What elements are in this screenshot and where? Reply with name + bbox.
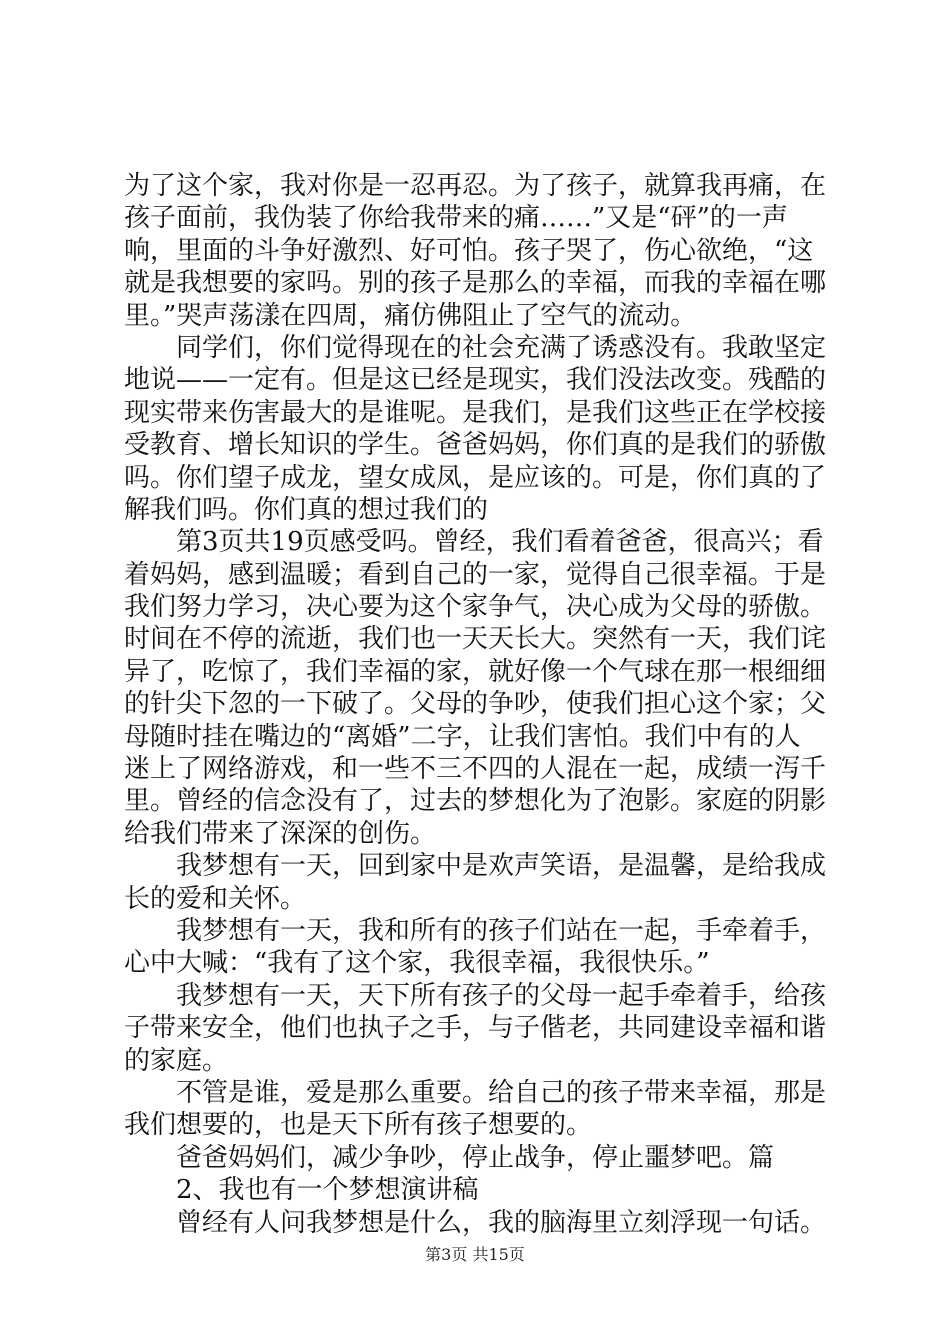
text-line: 爸爸妈妈们，减少争吵，停止战争，停止噩梦吧。篇: [176, 1142, 775, 1173]
text-line: 我梦想有一天，天下所有孩子的父母一起手牵着手，给孩: [176, 980, 827, 1011]
text-line: 的针尖下忽的一下破了。父母的争吵，使我们担心这个家；父: [124, 689, 827, 720]
text-line: 的家庭。: [124, 1045, 229, 1076]
text-line: 我们努力学习，决心要为这个家争气，决心成为父母的骄傲。: [124, 592, 827, 623]
text-line: 孩子面前，我伪装了你给我带来的痛……”又是“砰”的一声: [124, 203, 788, 234]
text-line: 着妈妈，感到温暖；看到自己的一家，觉得自己很幸福。于是: [124, 559, 827, 590]
text-line: 母随时挂在嘴边的“离婚”二字，让我们害怕。我们中有的人: [124, 721, 801, 752]
text-line: 心中大喊：“我有了这个家，我很幸福，我很快乐。”: [124, 948, 710, 979]
text-line: 2、我也有一个梦想演讲稿: [176, 1175, 479, 1206]
text-line: 为了这个家，我对你是一忍再忍。为了孩子，就算我再痛，在: [124, 171, 827, 201]
text-line: 子带来安全，他们也执子之手，与子偕老，共同建设幸福和谐: [124, 1013, 827, 1044]
text-line: 曾经有人问我梦想是什么，我的脑海里立刻浮现一句话。: [176, 1207, 827, 1238]
text-line: 响，里面的斗争好激烈、好可怕。孩子哭了，伤心欲绝，“这: [124, 235, 814, 266]
text-line: 吗。你们望子成龙，望女成凤，是应该的。可是，你们真的了: [124, 462, 827, 493]
text-line: 时间在不停的流逝，我们也一天天长大。突然有一天，我们诧: [124, 624, 827, 655]
document-body: [124, 170, 836, 1239]
text-line: 地说——一定有。但是这已经是现实，我们没法改变。残酷的: [124, 365, 827, 396]
text-line: 同学们，你们觉得现在的社会充满了诱惑没有。我敢坚定: [176, 332, 827, 363]
text-line: 我梦想有一天，我和所有的孩子们站在一起，手牵着手，: [176, 915, 827, 946]
text-line: 解我们吗。你们真的想过我们的: [124, 494, 489, 525]
text-line: 第3页共19页感受吗。曾经，我们看着爸爸，很高兴；看: [176, 527, 824, 558]
text-line: 给我们带来了深深的创伤。: [124, 818, 437, 849]
text-line: 我梦想有一天，回到家中是欢声笑语，是温馨，是给我成: [176, 851, 827, 882]
text-line: 迷上了网络游戏，和一些不三不四的人混在一起，成绩一泻千: [124, 754, 827, 785]
text-line: 异了，吃惊了，我们幸福的家，就好像一个气球在那一根细细: [124, 656, 827, 687]
text-line: 我们想要的，也是天下所有孩子想要的。: [124, 1110, 593, 1141]
text-line: 受教育、增长知识的学生。爸爸妈妈，你们真的是我们的骄傲: [124, 430, 827, 461]
text-line: 长的爱和关怀。: [124, 883, 307, 914]
page-number-footer: 第3页 共15页: [425, 1245, 525, 1264]
text-line: 里。曾经的信念没有了，过去的梦想化为了泡影。家庭的阴影: [124, 786, 827, 817]
text-line: 里。”哭声荡漾在四周，痛仿佛阻止了空气的流动。: [124, 300, 697, 331]
text-line: 现实带来伤害最大的是谁呢。是我们，是我们这些正在学校接: [124, 397, 827, 428]
text-line: 不管是谁，爱是那么重要。给自己的孩子带来幸福，那是: [176, 1077, 827, 1108]
text-line: 就是我想要的家吗。别的孩子是那么的幸福，而我的幸福在哪: [124, 268, 827, 299]
